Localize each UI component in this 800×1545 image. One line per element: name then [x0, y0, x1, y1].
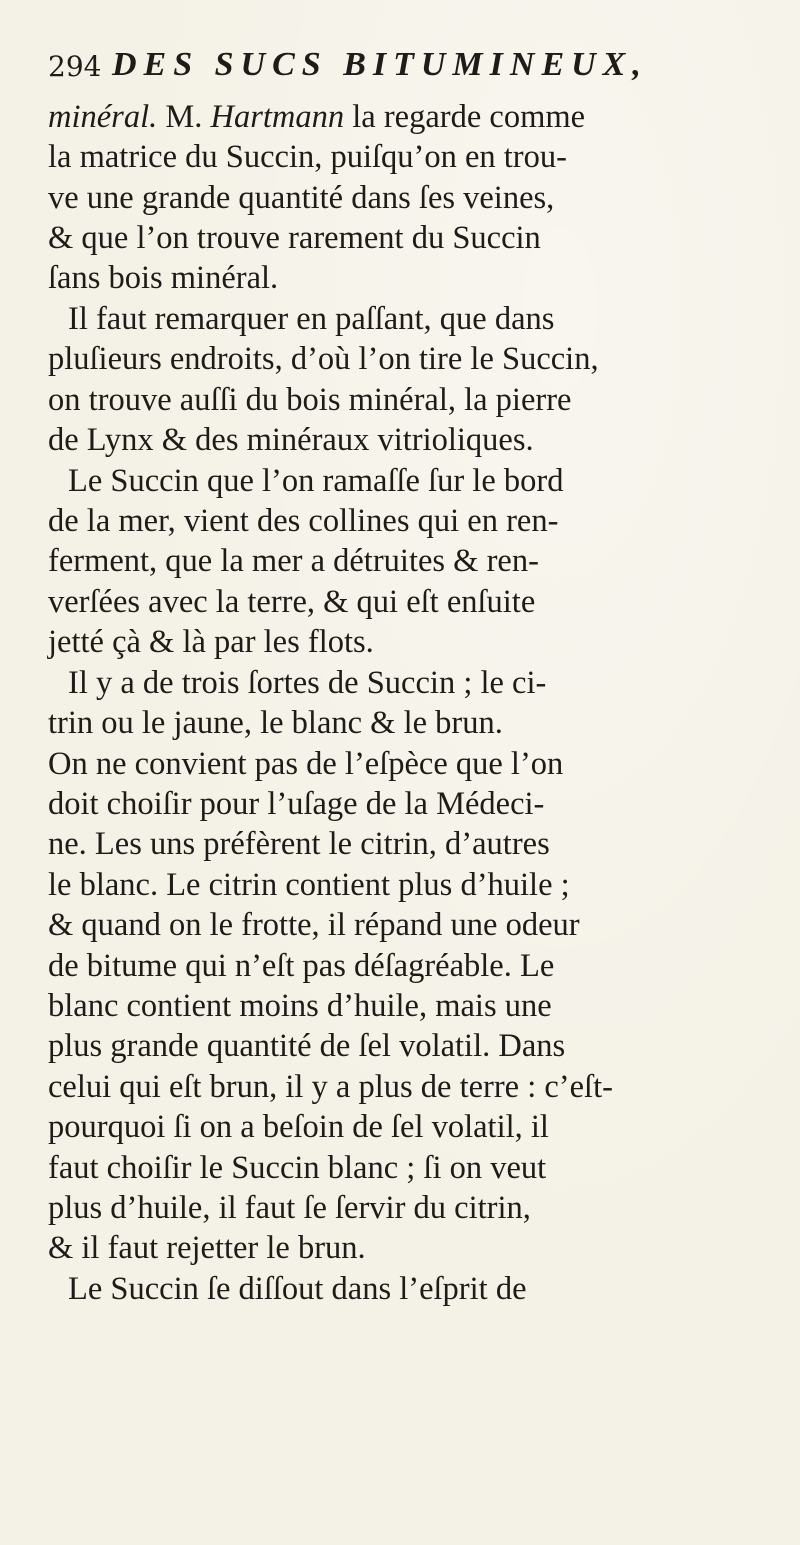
text-line: de la mer, vient des collines qui en ren- — [48, 503, 559, 539]
text-line: faut choiſir le Succin blanc ; ſi on veut — [48, 1150, 547, 1186]
text-line: ſans bois minéral. — [48, 260, 279, 296]
text-line: ve une grande quantité dans ſes veines, — [48, 180, 555, 216]
text-line: & quand on le frotte, il répand une odeur — [48, 907, 580, 943]
page-number: 294 — [48, 50, 102, 83]
text-line: trin ou le jaune, le blanc & le brun. — [48, 705, 503, 741]
text-line: & il faut rejetter le brun. — [48, 1230, 366, 1266]
text-line: doit choiſir pour l’uſage de la Médeci- — [48, 786, 545, 822]
text-line: On ne convient pas de l’eſpèce que l’on — [48, 746, 564, 782]
italic-word: minéral. — [48, 99, 158, 135]
page-header — [48, 46, 768, 98]
paragraph-start-line: Il y a de trois ſortes de Succin ; le ci- — [68, 665, 547, 701]
text-line: on trouve auſſi du bois minéral, la pierre — [48, 382, 572, 418]
text-line: celui qui eſt brun, il y a plus de terre : c’eſt- — [48, 1069, 613, 1105]
text-line: ferment, que la mer a détruites & ren- — [48, 543, 539, 579]
text-line: jetté çà & là par les flots. — [48, 624, 374, 660]
paragraph-start-line: Le Succin ſe diſſout dans l’eſprit de — [68, 1271, 527, 1307]
text-line: & que l’on trouve rarement du Succin — [48, 220, 541, 256]
running-title: DES SUCS BITUMINEUX, — [112, 46, 648, 83]
paragraph-start-line: Le Succin que l’on ramaſſe ſur le bord — [68, 463, 564, 499]
text-line: ne. Les uns préfèrent le citrin, d’autres — [48, 826, 550, 862]
text-line: plus grande quantité de ſel volatil. Dans — [48, 1028, 566, 1064]
paragraph-start-line: Il faut remarquer en paſſant, que dans — [68, 301, 555, 337]
text-line: le blanc. Le citrin contient plus d’huile ; — [48, 867, 570, 903]
text-line: de bitume qui n’eſt pas déſagréable. Le — [48, 948, 555, 984]
text-line: plus d’huile, il faut ſe ſervir du citrin, — [48, 1190, 531, 1226]
text-line: la matrice du Succin, puiſqu’on en trou- — [48, 139, 567, 175]
text-line: pourquoi ſi on a beſoin de ſel volatil, il — [48, 1109, 549, 1145]
text-line: de Lynx & des minéraux vitrioliques. — [48, 422, 534, 458]
text-line: blanc contient moins d’huile, mais une — [48, 988, 552, 1024]
author-name: Hartmann — [210, 99, 345, 135]
text-line: verſées avec la terre, & qui eſt enſuite — [48, 584, 536, 620]
text-line: minéral. M. Hartmann la regarde comme — [48, 99, 586, 135]
text-line: pluſieurs endroits, d’où l’on tire le Succin, — [48, 341, 599, 377]
